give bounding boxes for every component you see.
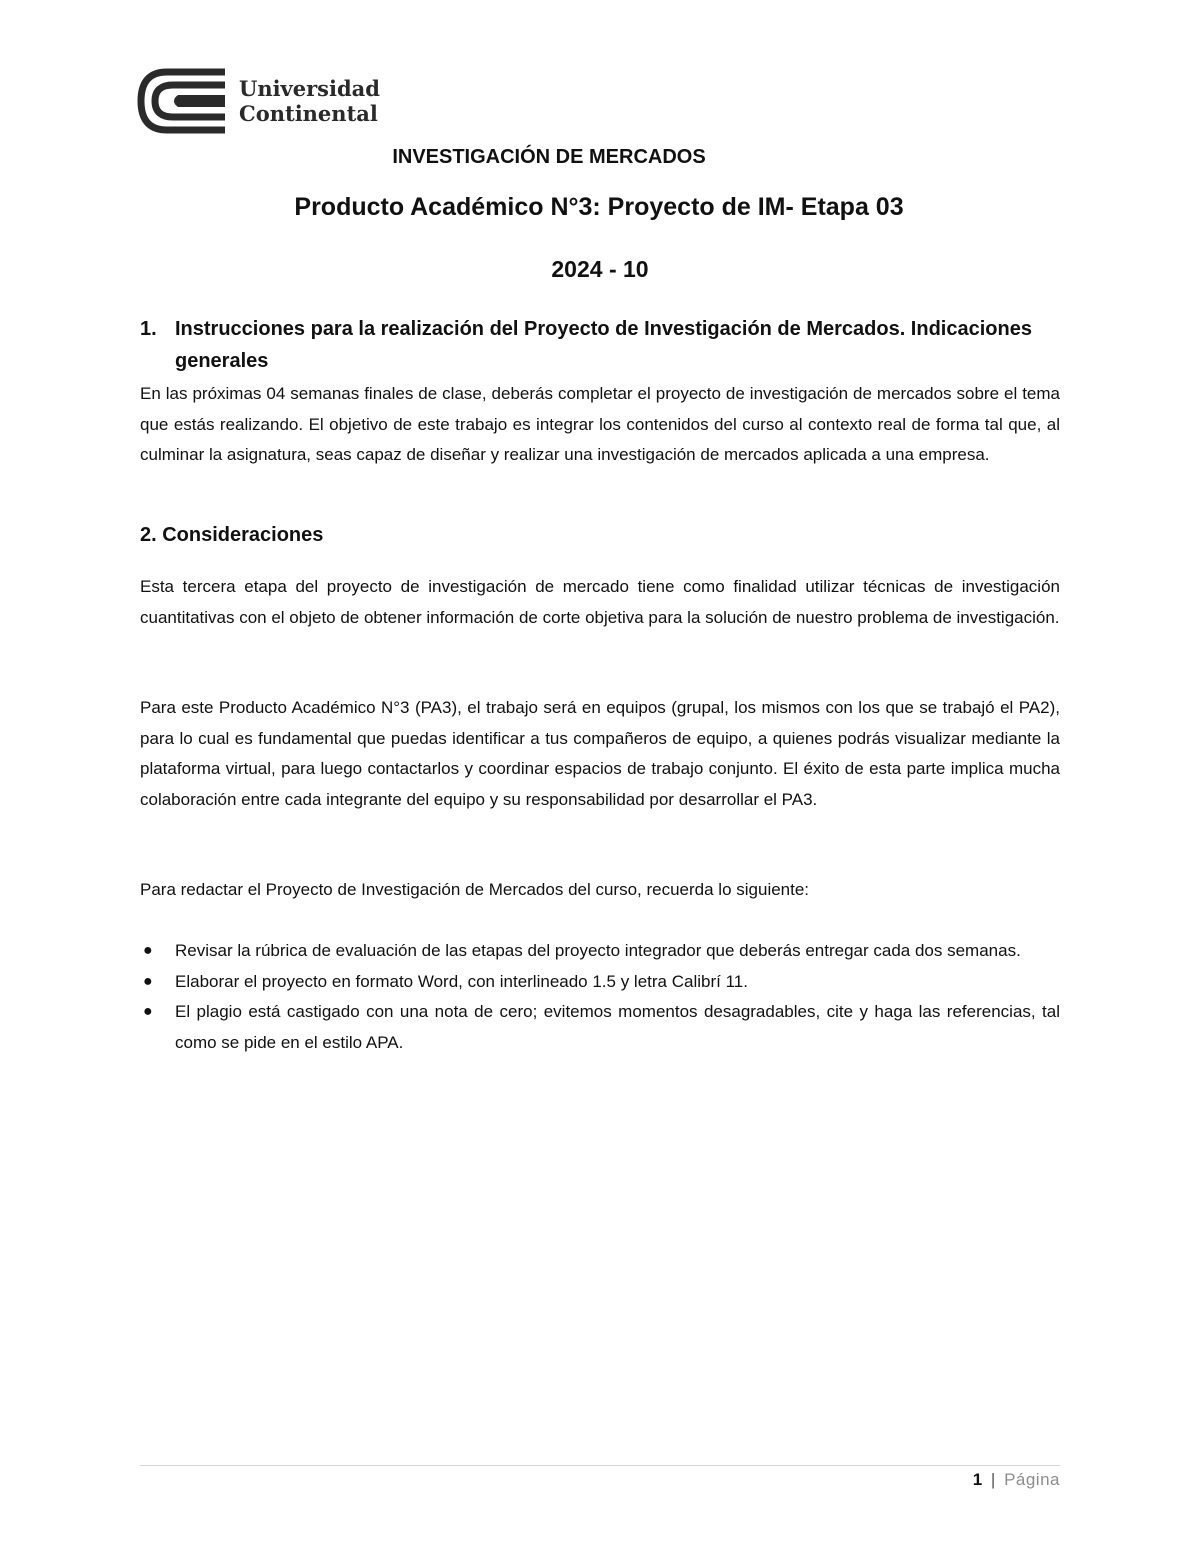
product-title: Producto Académico N°3: Proyecto de IM- Etapa 03 [294,193,904,221]
logo-wordmark [239,76,380,126]
requirements-list [140,936,1060,1058]
logo-line-1: Universidad [239,76,380,101]
course-title: INVESTIGACIÓN DE MERCADOS [392,146,706,168]
list-item-text: Elaborar el proyecto en formato Word, con interlineado 1.5 y letra Calibrí 11. [175,971,748,991]
list-item [140,936,1060,967]
page-footer [973,1470,1060,1490]
section-2-paragraph-3: Para redactar el Proyecto de Investigación de Mercados del curso, recuerda lo siguiente: [140,880,810,899]
section-2-paragraph-1: Esta tercera etapa del proyecto de investigación de mercado tiene como finalidad utilizar técnicas de investigación cuantitativas con el objeto de obtener información de corte objetiva para la solución de nuestro problema de investigación. [140,577,1060,627]
list-item-text: El plagio está castigado con una nota de cero; evitemos momentos desagradables, cite y haga las referencias, tal como se pide en el estilo APA. [175,1002,1060,1052]
period-label: 2024 - 10 [551,256,649,282]
page-label: Página [1004,1470,1060,1489]
bullet-icon: ● [143,1003,153,1020]
section-1-paragraph: En las próximas 04 semanas finales de clase, deberás completar el proyecto de investigación de mercados sobre el tema que estás realizando. El objetivo de este trabajo es integrar los contenidos del curso al contexto real de forma tal que, al culminar la asignatura, seas capaz de diseñar y realizar una investigación de mercados aplicada a una empresa. [140,384,1060,464]
section-1-number: 1. [140,318,157,340]
section-2-heading: 2. Consideraciones [140,524,324,546]
logo-line-2: Continental [239,101,378,126]
university-emblem-icon [137,68,227,134]
page-number: 1 [972,1470,983,1489]
section-1-heading [140,313,1062,377]
footer-divider [140,1465,1060,1466]
list-item-text: Revisar la rúbrica de evaluación de las etapas del proyecto integrador que deberás entregar cada dos semanas. [175,941,1021,960]
bullet-icon: ● [143,972,153,990]
footer-separator: | [990,1470,996,1489]
bullet-icon: ● [143,942,153,959]
list-item [140,997,1060,1058]
section-1-title: Instrucciones para la realización del Proyecto de Investigación de Mercados. Indicaciones generales [175,318,1032,372]
university-logo [137,68,380,134]
list-item [140,967,1060,998]
section-2-paragraph-2: Para este Producto Académico N°3 (PA3), el trabajo será en equipos (grupal, los mismos con los que se trabajó el PA2), para lo cual es fundamental que puedas identificar a tus compañeros de equipo, a quienes podrás visualizar mediante la plataforma virtual, para luego contactarlos y coordinar espacios de trabajo conjunto. El éxito de esta parte implica mucha colaboración entre cada integrante del equipo y su responsabilidad por desarrollar el PA3. [140,698,1060,809]
